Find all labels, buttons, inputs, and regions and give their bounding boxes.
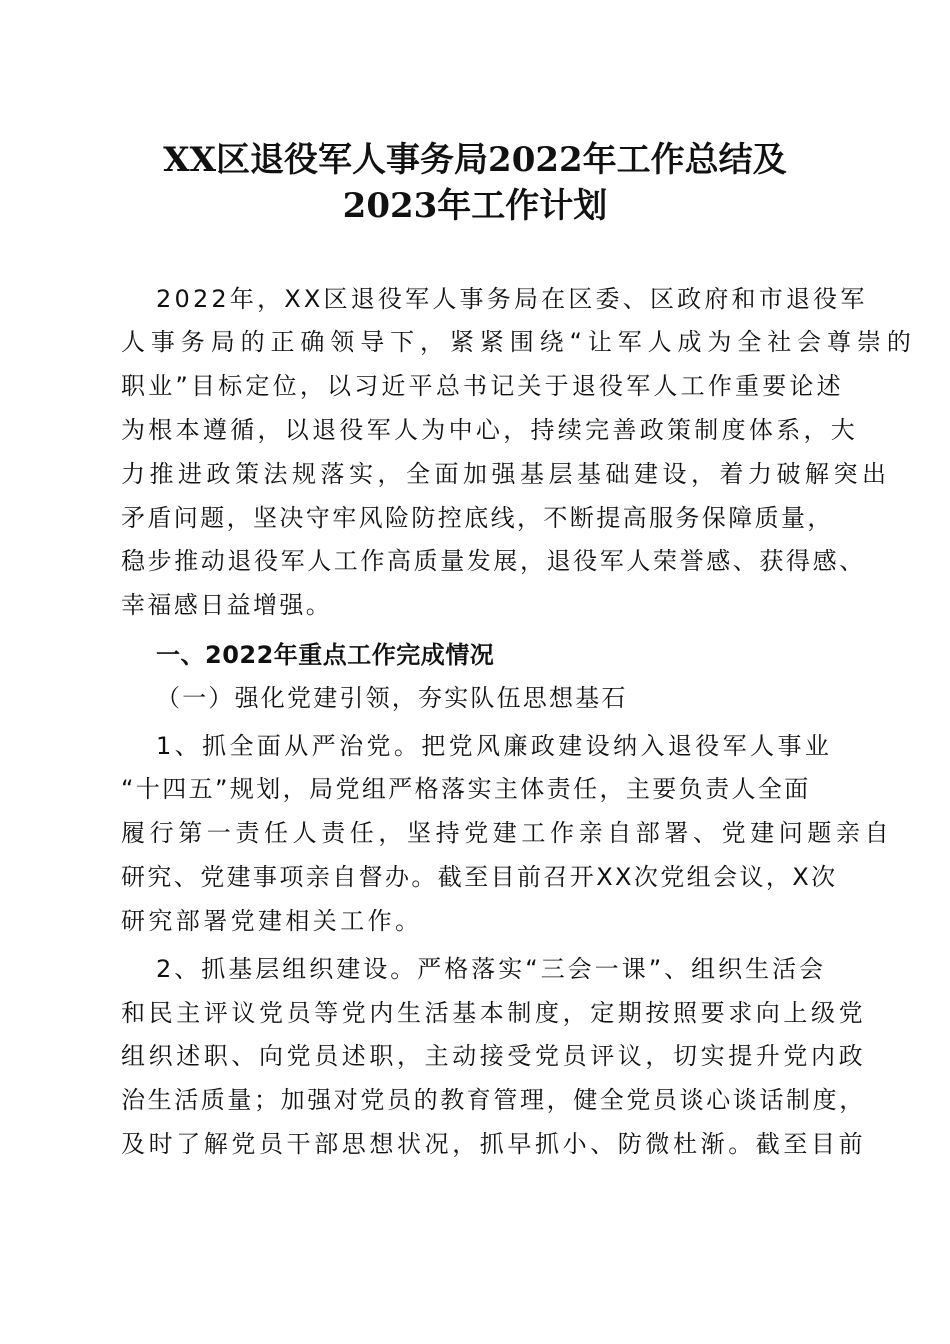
line-text: 履行第一责任人责任，坚持党建工作亲自部署、党建问题亲自	[121, 819, 894, 847]
line-text: 研究、党建事项亲自督办。截至目前召开XX次党组会议，X次	[121, 863, 838, 891]
line-text: 幸福感日益增强。	[121, 591, 333, 619]
line-text: 稳步推动退役军人工作高质量发展，退役军人荣誉感、获得感、	[121, 547, 866, 575]
line-text: 矛盾问题，坚决守牢风险防控底线，不断提高服务保障质量，	[121, 504, 834, 532]
intro-paragraph-line	[0, 585, 950, 625]
section-heading-text: 一、2022年重点工作完成情况	[156, 641, 495, 669]
line-text: 2022年，XX区退役军人事务局在区委、区政府和市退役军	[156, 285, 868, 313]
intro-paragraph-line	[0, 498, 950, 538]
intro-paragraph-line	[0, 410, 950, 450]
line-text: 组织述职、向党员述职，主动接受党员评议，切实提升党内政	[121, 1042, 867, 1070]
line-text: 为根本遵循，以退役军人为中心，持续完善政策制度体系，大	[121, 416, 859, 444]
item-2-paragraph-line	[0, 1036, 950, 1076]
line-text: 2、抓基层组织建设。严格落实“三会一课”、组织生活会	[156, 955, 827, 983]
line-text: 及时了解党员干部思想状况，抓早抓小、防微杜渐。截至目前	[121, 1130, 867, 1158]
intro-paragraph-line	[0, 454, 950, 494]
subsection-heading	[0, 678, 950, 718]
item-2-paragraph-line	[0, 1124, 950, 1164]
line-text: “十四五”规划，局党组严格落实主体责任，主要负责人全面	[121, 775, 811, 803]
intro-paragraph-line	[0, 541, 950, 581]
line-text: 1、抓全面从严治党。把党风廉政建设纳入退役军人事业	[156, 732, 833, 760]
line-text: 和民主评议党员等党内生活基本制度，定期按照要求向上级党	[121, 999, 867, 1027]
section-heading	[0, 635, 950, 675]
line-text: 研究部署党建相关工作。	[121, 907, 423, 935]
document-title-line-1: XX区退役军人事务局2022年工作总结及	[163, 140, 787, 180]
item-1-paragraph-line	[0, 726, 950, 766]
intro-paragraph-line	[0, 366, 950, 406]
item-2-paragraph-line	[0, 993, 950, 1033]
item-1-paragraph-line	[0, 813, 950, 853]
item-1-paragraph-line	[0, 769, 950, 809]
intro-paragraph-line	[0, 322, 950, 362]
document-title-line-2: 2023年工作计划	[342, 186, 608, 226]
subsection-heading-text: （一）强化党建引领，夯实队伍思想基石	[156, 684, 628, 712]
line-text: 力推进政策法规落实，全面加强基层基础建设，着力破解突出	[121, 460, 891, 488]
line-text: 职业”目标定位，以习近平总书记关于退役军人工作重要论述	[121, 372, 844, 400]
item-1-paragraph-line	[0, 857, 950, 897]
line-text: 治生活质量；加强对党员的教育管理，健全党员谈心谈话制度，	[121, 1086, 866, 1114]
line-text: 人事务局的正确领导下，紧紧围绕“让军人成为全社会尊崇的	[121, 328, 917, 356]
item-2-paragraph-line	[0, 1080, 950, 1120]
item-1-paragraph-line	[0, 901, 950, 941]
intro-paragraph-line	[0, 279, 950, 319]
item-2-paragraph-line	[0, 949, 950, 989]
